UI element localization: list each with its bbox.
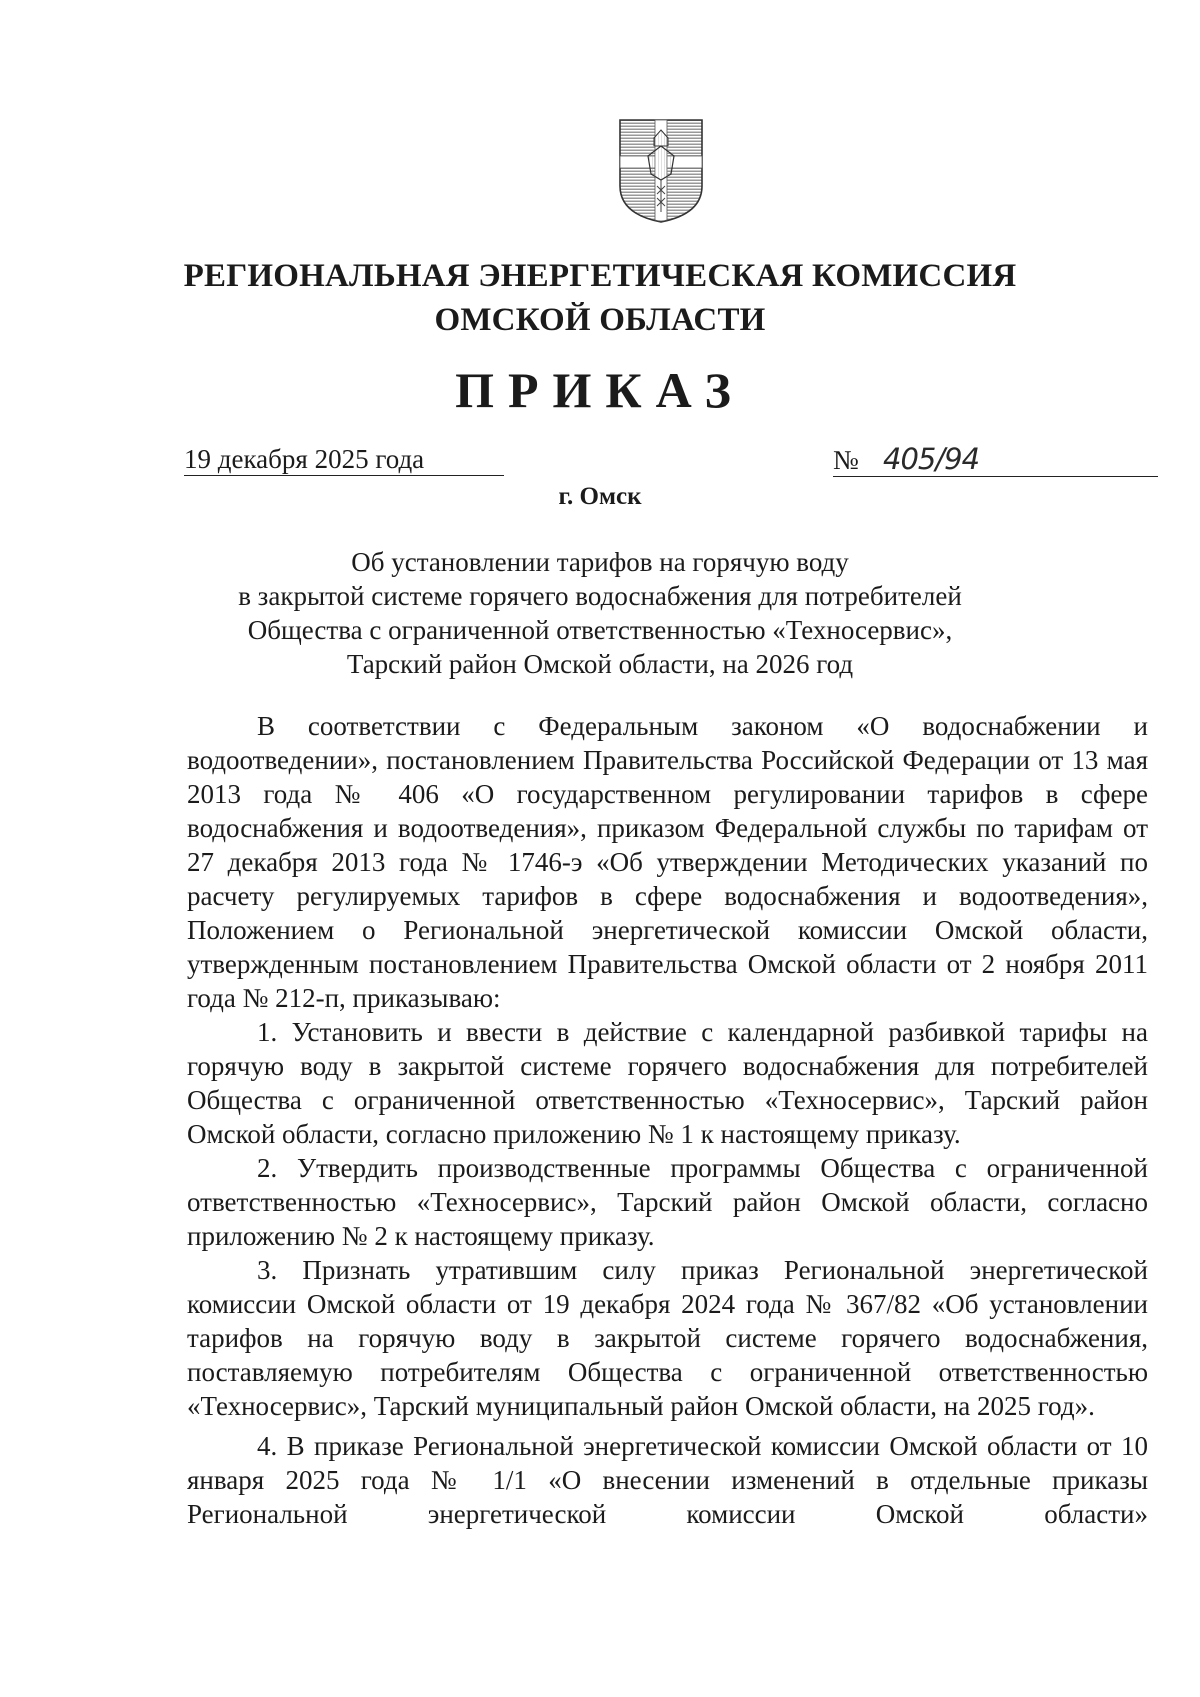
document-date: 19 декабря 2025 года [184,443,504,476]
subject-line: Тарский район Омской области, на 2026 год [346,649,854,679]
preamble-paragraph: В соответствии с Федеральным законом «О водоснабжении и водоотведении», постановлением Правительства Российской Федерации от 13 мая 2013 года № 406 «О государственном регулировании тарифов в сфере водоснабжения и водоотведения», приказом Федеральной службы по тарифам от 27 декабря 2013 года № 1746-э «Об утверждении Методических указаний по расчету регулируемых тарифов в сфере водоснабжения и водоотведения», Положением о Региональной энергетической комиссии Омской области, утвержденным постановлением Правительства Омской области от 2 ноября 2011 года № 212-п, приказываю: [187,711,1148,1013]
order-item-3: 3. Признать утратившим силу приказ Региональной энергетической комиссии Омской области от 19 декабря 2024 года № 367/82 «Об установлении тарифов на горячую воду в закрытой системе горячего водоснабжения, поставляемую потребителям Общества с ограниченной ответственностью «Техносервис», Тарский муниципальный район Омской области, на 2025 год». [187,1255,1148,1421]
order-item-2: 2. Утвердить производственные программы Общества с ограниченной ответственностью «Техносервис», Тарский район Омской области, согласно приложению № 2 к настоящему приказу. [187,1153,1148,1251]
order-item-4: 4. В приказе Региональной энергетической комиссии Омской области от 10 января 2025 года № 1/1 «О внесении изменений в отдельные приказы Региональной энергетической комиссии Омской области» [187,1431,1148,1529]
subject-line: Общества с ограниченной ответственностью «Техносервис», [247,615,953,645]
subject-line: Об установлении тарифов на горячую воду [351,547,849,577]
omsk-coat-of-arms-icon [616,116,706,226]
organization-title-line1: РЕГИОНАЛЬНАЯ ЭНЕРГЕТИЧЕСКАЯ КОМИССИЯ [183,258,1017,294]
document-number-field [833,443,1158,477]
document-subject [0,545,1200,681]
order-item-1: 1. Установить и ввести в действие с календарной разбивкой тарифы на горячую воду в закрытой системе горячего водоснабжения для потребителей Общества с ограниченной ответственностью «Техносервис», Тарский район Омской области, согласно приложению № 1 к настоящему приказу. [187,1017,1148,1149]
subject-line: в закрытой системе горячего водоснабжения для потребителей [238,581,962,611]
number-sign: № [833,445,859,475]
document-city: г. Омск [558,483,642,510]
document-type-title: ПРИКАЗ [455,362,745,418]
organization-title-line2: ОМСКОЙ ОБЛАСТИ [434,302,766,338]
document-number-handwritten: 405/94 [883,442,980,476]
document-body [187,709,1148,1531]
organization-title [0,254,1200,342]
